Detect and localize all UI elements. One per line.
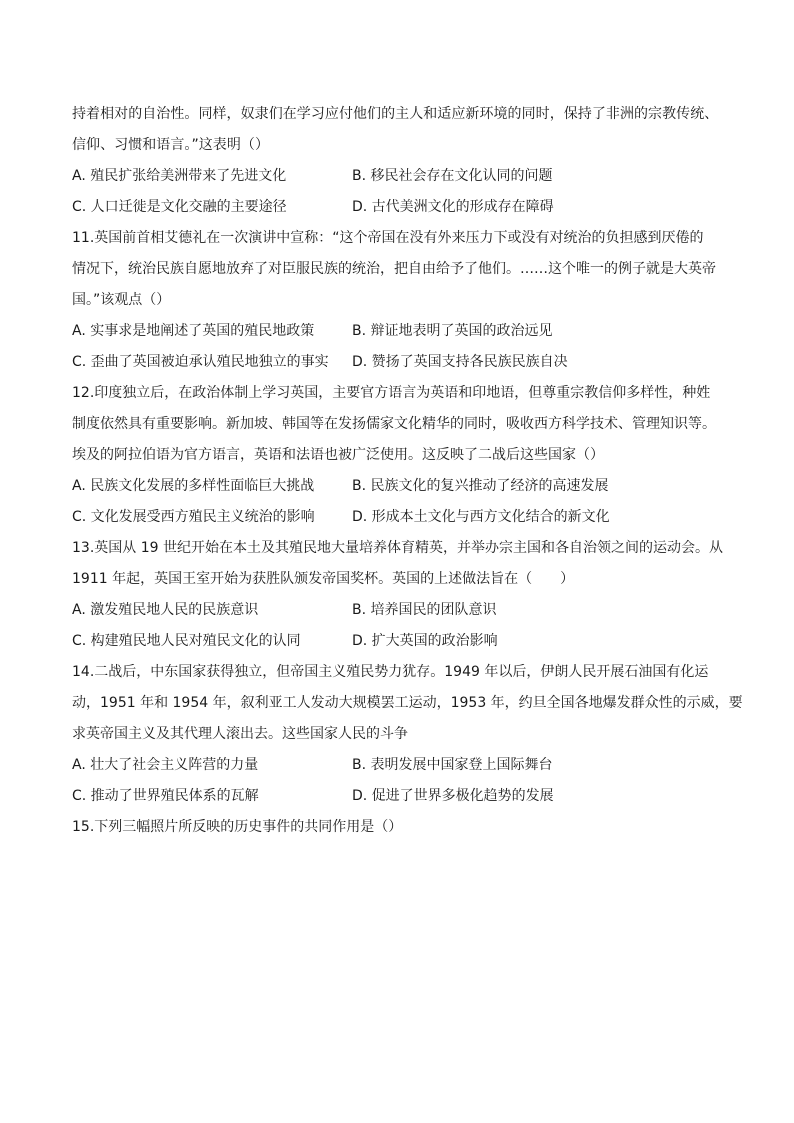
q10-option-c[interactable]: C. 人口迁徙是文化交融的主要途径 [72,199,287,215]
q11-stem-line: 情况下，统治民族自愿地放弃了对臣服民族的统治，把自由给予了他们。……这个唯一的例子就是大英帝 [72,261,716,277]
q11-option-b[interactable]: B. 辩证地表明了英国的政治远见 [352,323,553,339]
q10-stem-line: 信仰、习惯和语言。”这表明（） [72,137,270,153]
q14-option-b[interactable]: B. 表明发展中国家登上国际舞台 [352,757,553,773]
q13-stem-line: 13.英国从 19 世纪开始在本土及其殖民地大量培养体育精英，并举办宗主国和各自治领之间的运动会。从 [72,540,723,556]
q14-stem-line: 求英帝国主义及其代理人滚出去。这些国家人民的斗争 [72,726,408,742]
q10-options-row [72,161,724,192]
q10-option-b[interactable]: B. 移民社会存在文化认同的问题 [352,168,553,184]
q14-stem-line: 14.二战后，中东国家获得独立，但帝国主义殖民势力犹存。1949 年以后，伊朗人民开展石油国有化运 [72,664,709,680]
q13-option-c[interactable]: C. 构建殖民地人民对殖民文化的认同 [72,633,301,649]
q14-stem [72,657,743,750]
q12-option-d[interactable]: D. 形成本土文化与西方文化结合的新文化 [352,509,610,525]
q13-options-row [72,626,724,657]
q14-option-a[interactable]: A. 壮大了社会主义阵营的力量 [72,757,259,773]
q13-options-row [72,595,724,626]
q12-options-row [72,471,724,502]
q11-stem [72,223,724,316]
q11-stem-line: 11.英国前首相艾德礼在一次演讲中宣称：“这个帝国在没有外来压力下或没有对统治的负担感到厌倦的 [72,230,704,246]
q11-options-row [72,347,724,378]
q15-stem-line: 15.下列三幅照片所反映的历史事件的共同作用是（） [72,819,403,835]
q10-option-d[interactable]: D. 古代美洲文化的形成存在障碍 [352,199,554,215]
q13-option-a[interactable]: A. 激发殖民地人民的民族意识 [72,602,259,618]
q12-stem-line: 制度依然具有重要影响。新加坡、韩国等在发扬儒家文化精华的同时，吸收西方科学技术、管理知识等。 [72,416,716,432]
q14-options-row [72,750,724,781]
q11-stem-line: 国。”该观点（） [72,292,171,308]
q12-options-row [72,502,724,533]
q11-option-c[interactable]: C. 歪曲了英国被迫承认殖民地独立的事实 [72,354,329,370]
q12-stem-line: 12.印度独立后，在政治体制上学习英国，主要官方语言为英语和印地语，但尊重宗教信仰多样性，种姓 [72,385,711,401]
q12-option-b[interactable]: B. 民族文化的复兴推动了经济的高速发展 [352,478,609,494]
q13-option-b[interactable]: B. 培养国民的团队意识 [352,602,497,618]
q15-stem [72,812,724,843]
q14-stem-line: 动，1951 年和 1954 年，叙利亚工人发动大规模罢工运动，1953 年，约旦全国各地爆发群众性的示威，要 [72,695,743,711]
q13-stem [72,533,724,595]
q10-options-row [72,192,724,223]
q12-option-a[interactable]: A. 民族文化发展的多样性面临巨大挑战 [72,478,315,494]
q12-stem [72,378,724,471]
q13-stem-line: 1911 年起，英国王室开始为获胜队颁发帝国奖杯。英国的上述做法旨在（ ） [72,571,575,587]
q12-stem-line: 埃及的阿拉伯语为官方语言，英语和法语也被广泛使用。这反映了二战后这些国家（） [72,447,604,463]
q10-stem-continuation [72,99,724,161]
q12-option-c[interactable]: C. 文化发展受西方殖民主义统治的影响 [72,509,315,525]
q11-option-a[interactable]: A. 实事求是地阐述了英国的殖民地政策 [72,323,315,339]
q14-option-d[interactable]: D. 促进了世界多极化趋势的发展 [352,788,554,804]
q11-option-d[interactable]: D. 赞扬了英国支持各民族民族自决 [352,354,568,370]
q13-option-d[interactable]: D. 扩大英国的政治影响 [352,633,498,649]
q10-stem-line: 持着相对的自治性。同样，奴隶们在学习应付他们的主人和适应新环境的同时，保持了非洲的宗教传统、 [72,106,719,122]
q14-option-c[interactable]: C. 推动了世界殖民体系的瓦解 [72,788,259,804]
q10-option-a[interactable]: A. 殖民扩张给美洲带来了先进文化 [72,168,287,184]
q11-options-row [72,316,724,347]
q14-options-row [72,781,724,812]
question-content [72,99,743,843]
